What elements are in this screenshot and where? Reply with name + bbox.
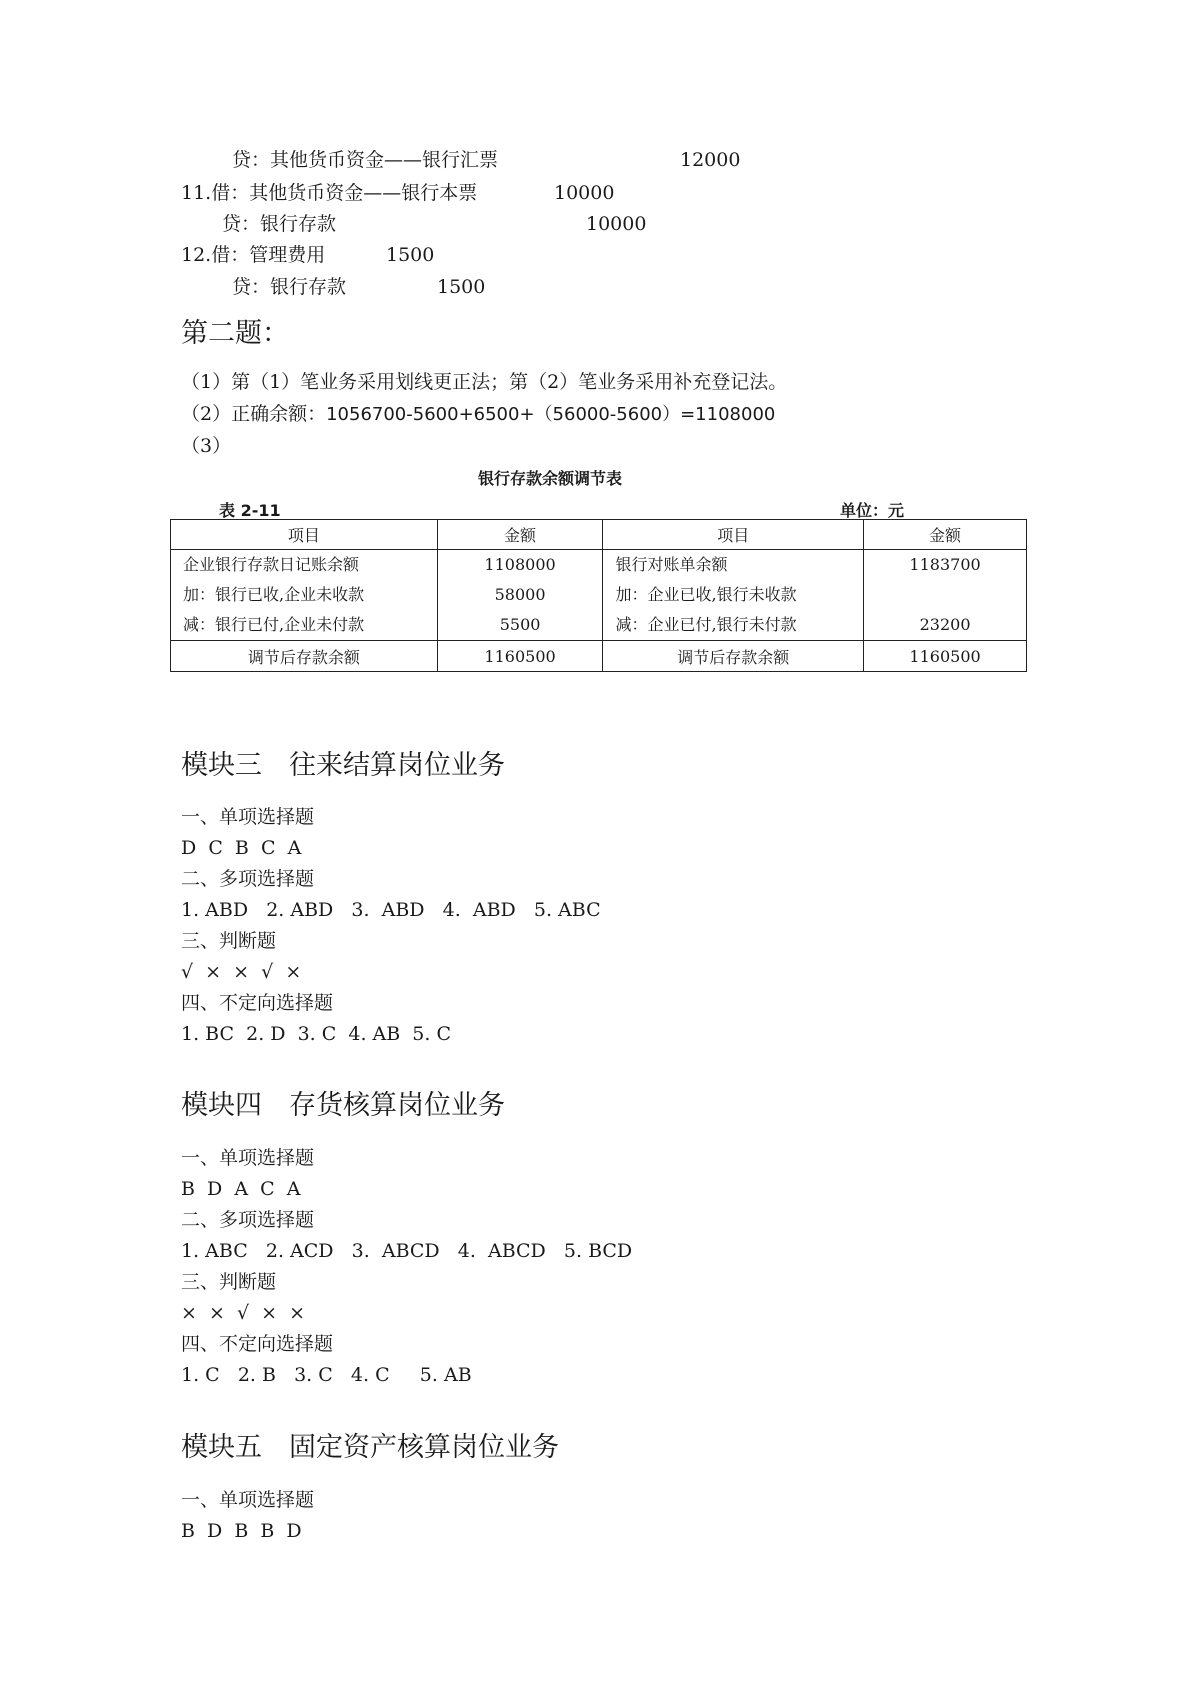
column-header: 项目: [171, 520, 438, 550]
module-title: 模块五 固定资产核算岗位业务: [181, 1432, 559, 1463]
table-title: 银行存款余额调节表: [477, 469, 622, 488]
entry-amount: 1500: [386, 244, 435, 266]
total-label: 调节后存款余额: [171, 641, 438, 672]
table-number: 表 2-11: [219, 501, 281, 520]
right-item: 银行对账单余额: [615, 555, 728, 574]
left-item: 企业银行存款日记账余额: [183, 555, 360, 574]
entry-amount: 10000: [586, 213, 647, 235]
section-answers: 1. C 2. B 3. C 4. C 5. AB: [181, 1364, 472, 1386]
left-amounts-cell: [437, 550, 603, 641]
total-amount: 1160500: [437, 641, 603, 672]
answer-line: [181, 403, 775, 426]
right-amounts-cell: [864, 550, 1027, 641]
entry-text: 11.借：其他货币资金——银行本票: [181, 182, 478, 204]
entry-amount: 12000: [680, 149, 741, 171]
total-amount: 1160500: [864, 641, 1027, 672]
reconciliation-table: [170, 519, 1027, 672]
answer-prefix: （2）正确余额：: [181, 403, 327, 425]
right-item: 加：企业已收,银行未收款: [615, 585, 797, 604]
section-heading: 四、不定向选择题: [181, 992, 334, 1014]
table-unit: 单位：元: [840, 501, 905, 520]
table-row: [171, 550, 1027, 641]
right-amount: [864, 580, 1026, 610]
section-answers: D C B C A: [181, 837, 302, 859]
section-answers: 1. BC 2. D 3. C 4. AB 5. C: [181, 1023, 451, 1045]
right-items-cell: [603, 550, 864, 641]
section-heading: 三、判断题: [181, 1271, 277, 1293]
right-amount: 1183700: [909, 555, 981, 574]
total-label: 调节后存款余额: [603, 641, 864, 672]
column-header: 金额: [864, 520, 1027, 550]
section-heading: 一、单项选择题: [181, 1489, 315, 1511]
section-answers: 1. ABD 2. ABD 3. ABD 4. ABD 5. ABC: [181, 899, 601, 921]
table-header-row: [171, 520, 1027, 550]
entry-text: 贷：银行存款: [222, 213, 337, 235]
section-heading: 四、不定向选择题: [181, 1333, 334, 1355]
answer-formula: 1056700-5600+6500+（56000-5600）=1108000: [326, 404, 776, 425]
entry-text: 贷：银行存款: [232, 276, 347, 298]
entry-text: 贷：其他货币资金——银行汇票: [232, 149, 499, 171]
module-title: 模块三 往来结算岗位业务: [181, 750, 505, 781]
left-amount: 5500: [499, 615, 541, 634]
column-header: 项目: [603, 520, 864, 550]
column-header: 金额: [437, 520, 603, 550]
left-item: 加：银行已收,企业未收款: [183, 585, 365, 604]
left-amount: 1108000: [484, 555, 556, 574]
left-item: 减：银行已付,企业未付款: [183, 615, 365, 634]
entry-text: 12.借：管理费用: [181, 244, 326, 266]
section-heading: 一、单项选择题: [181, 1147, 315, 1169]
section-answers: B D A C A: [181, 1178, 301, 1200]
answer-line: （1）第（1）笔业务采用划线更正法；第（2）笔业务采用补充登记法。: [181, 371, 788, 393]
section-heading: 一、单项选择题: [181, 806, 315, 828]
left-items-cell: [171, 550, 438, 641]
total-row: [171, 641, 1027, 672]
section-answers: B D B B D: [181, 1520, 302, 1542]
section-answers: × × √ × ×: [181, 1302, 306, 1324]
question-heading: 第二题：: [181, 318, 289, 349]
entry-amount: 10000: [554, 182, 615, 204]
section-answers: √ × × √ ×: [181, 961, 302, 983]
right-item: 减：企业已付,银行未付款: [615, 615, 797, 634]
module-title: 模块四 存货核算岗位业务: [181, 1090, 505, 1121]
section-heading: 二、多项选择题: [181, 1209, 315, 1231]
section-heading: 二、多项选择题: [181, 868, 315, 890]
right-amount: 23200: [919, 615, 971, 634]
left-amount: 58000: [494, 585, 546, 604]
section-heading: 三、判断题: [181, 930, 277, 952]
answer-line: （3）: [181, 435, 232, 457]
entry-amount: 1500: [437, 276, 486, 298]
section-answers: 1. ABC 2. ACD 3. ABCD 4. ABCD 5. BCD: [181, 1240, 633, 1262]
